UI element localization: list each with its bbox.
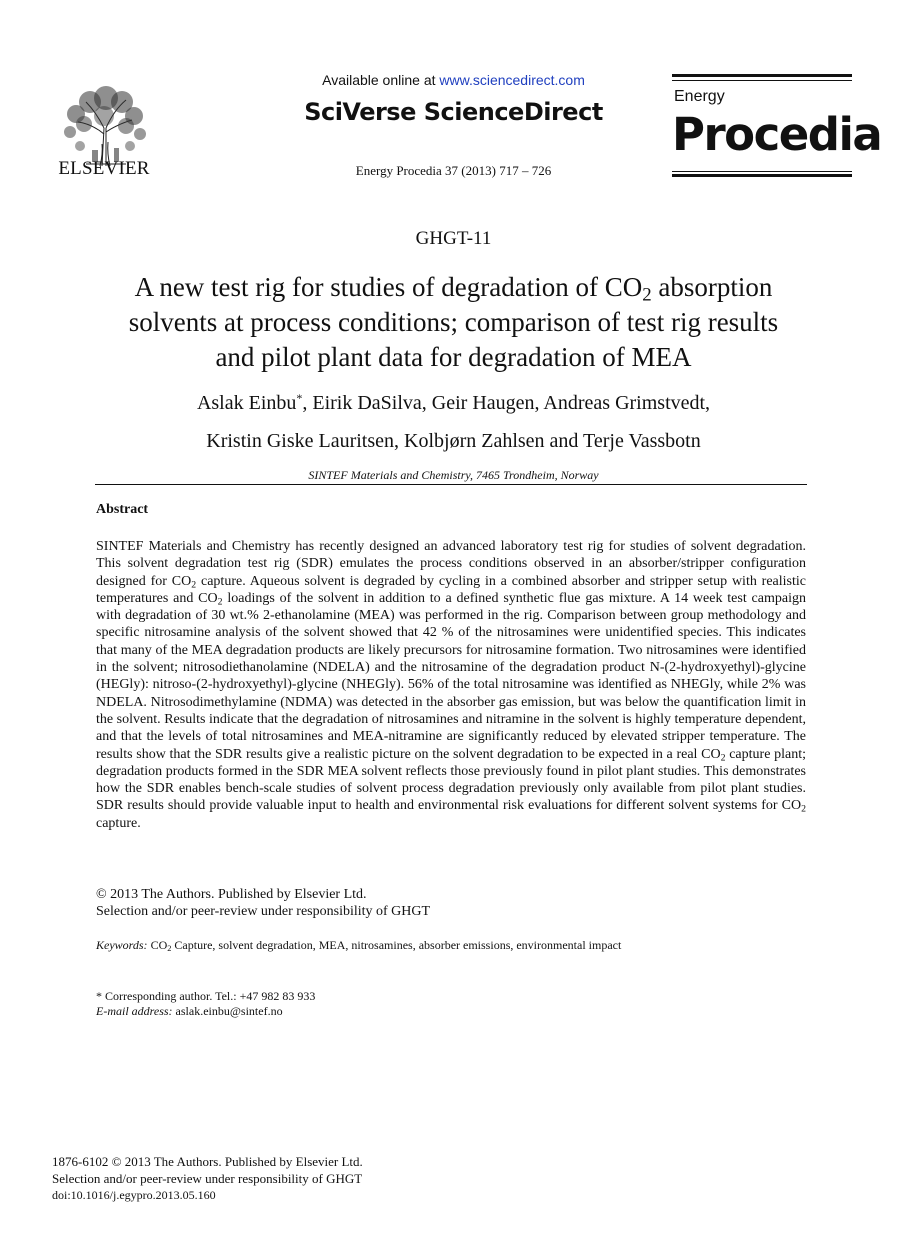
- keywords-label: Keywords:: [96, 938, 148, 952]
- title-line-2: solvents at process conditions; comparison of test rig results: [128, 307, 779, 337]
- authors-line-1: Aslak Einbu*, Eirik DaSilva, Geir Haugen, Andreas Grimstvedt,: [196, 390, 711, 414]
- logo-rule-bottom-thin: [672, 171, 852, 172]
- authors-line-2: Kristin Giske Lauritsen, Kolbjørn Zahlsen and Terje Vassbotn: [206, 430, 701, 452]
- title-line-3: and pilot plant data for degradation of MEA: [215, 342, 692, 372]
- copyright-notice: © 2013 The Authors. Published by Elsevier Ltd. Selection and/or peer-review under responsibility of GHGT: [96, 887, 431, 919]
- page-footer: 1876-6102 © 2013 The Authors. Published by Elsevier Ltd. Selection and/or peer-review under responsibility of GHGT doi:10.1016/j.egypro.2013.05.160: [52, 1154, 363, 1202]
- title-line-1: A new test rig for studies of degradation of $CO_2$ absorption: [134, 272, 773, 306]
- elsevier-logo-text: ELSEVIER: [58, 158, 150, 179]
- available-prefix: Available online at: [322, 72, 440, 88]
- logo-rule-bottom: [672, 174, 852, 177]
- corresponding-author: * Corresponding author. Tel.: +47 982 83 933 E-mail address: aslak.einbu@sintef.no: [96, 989, 316, 1018]
- keywords: Keywords: $CO_2$ Capture, solvent degradation, MEA, nitrosamines, absorber emissions, environmental impact: [96, 938, 622, 954]
- energy-logo-word: Energy: [674, 88, 725, 105]
- sciencedirect-link[interactable]: www.sciencedirect.com: [439, 72, 585, 88]
- journal-reference: Energy Procedia 37 (2013) 717 – 726: [355, 163, 552, 178]
- doi[interactable]: doi:10.1016/j.egypro.2013.05.160: [52, 1188, 216, 1202]
- corresponding-marker: *: [296, 390, 303, 405]
- abstract-heading: Abstract: [96, 502, 149, 517]
- logo-rule-top: [672, 74, 852, 77]
- energy-procedia-logo: [672, 74, 882, 178]
- author-email: aslak.einbu@sintef.no: [172, 1004, 283, 1018]
- paper-title: [60, 270, 847, 375]
- abstract-body: SINTEF Materials and Chemistry has recently designed an advanced laboratory test rig for studies of solvent degradation. This solvent degradation test rig (SDR) emulates the process conditions observed in an absorber/stripper configuration designed for $CO_2$ capture. Aqueous solvent is degraded by cycling in a combined absorber and stripper setup with realistic temperatures and $CO_2$ loadings of the solvent in addition to a defined synthetic flue gas mixture. A 14 week test campaign with degradation of 30 wt.% 2-ethanolamine (MEA) was performed in the rig. Comparison between group methodology and specific nitrosamine analysis of the solvent showed that 42 % of the nitrosamines were unidentified species. This indicates that many of the MEA degradation products are likely precursors for nitrosamine formation. Two nitrosamines were identified in the solvent; nitrosodiethanolamine (NDELA) and the nitrosamine of the degradation product N-(2-hydroxyethyl)-glycine (HEGly): nitroso-(2-hydroxyethyl)-glycine (NHEGly). 56% of the total nitrosamine was identified as NHEGly, while 2% was NDELA. Nitrosodimethylamine (NDMA) was detected in the absorber gas emission, but was below the quantification limit in the solvent. Results indicate that the degradation of nitrosamines and nitramine in the solvent is highly temperature dependent, and that the levels of total nitrosamines and MEA-nitramine are significantly reduced by elevated stripper temperature. The results show that the SDR results give a realistic picture on the solvent degradation to be expected in a real $CO_2$ capture plant; degradation products formed in the SDR MEA solvent reflects those previously found in pilot plant studies. This demonstrates how the SDR enables bench-scale studies of solvent process degradation previously only available from pilot plant studies. SDR results should provide valuable input to health and environmental risk evaluations for different solvent systems for $CO_2$ capture.: [96, 539, 807, 831]
- conference-name: GHGT-11: [415, 228, 492, 249]
- logo-rule-top-thin: [672, 80, 852, 81]
- affiliation: SINTEF Materials and Chemistry, 7465 Trondheim, Norway: [308, 468, 599, 482]
- header-divider: [95, 484, 807, 485]
- sciverse-logo: SciVerse ScienceDirect: [304, 98, 603, 126]
- procedia-logo-word: Procedia: [672, 108, 882, 161]
